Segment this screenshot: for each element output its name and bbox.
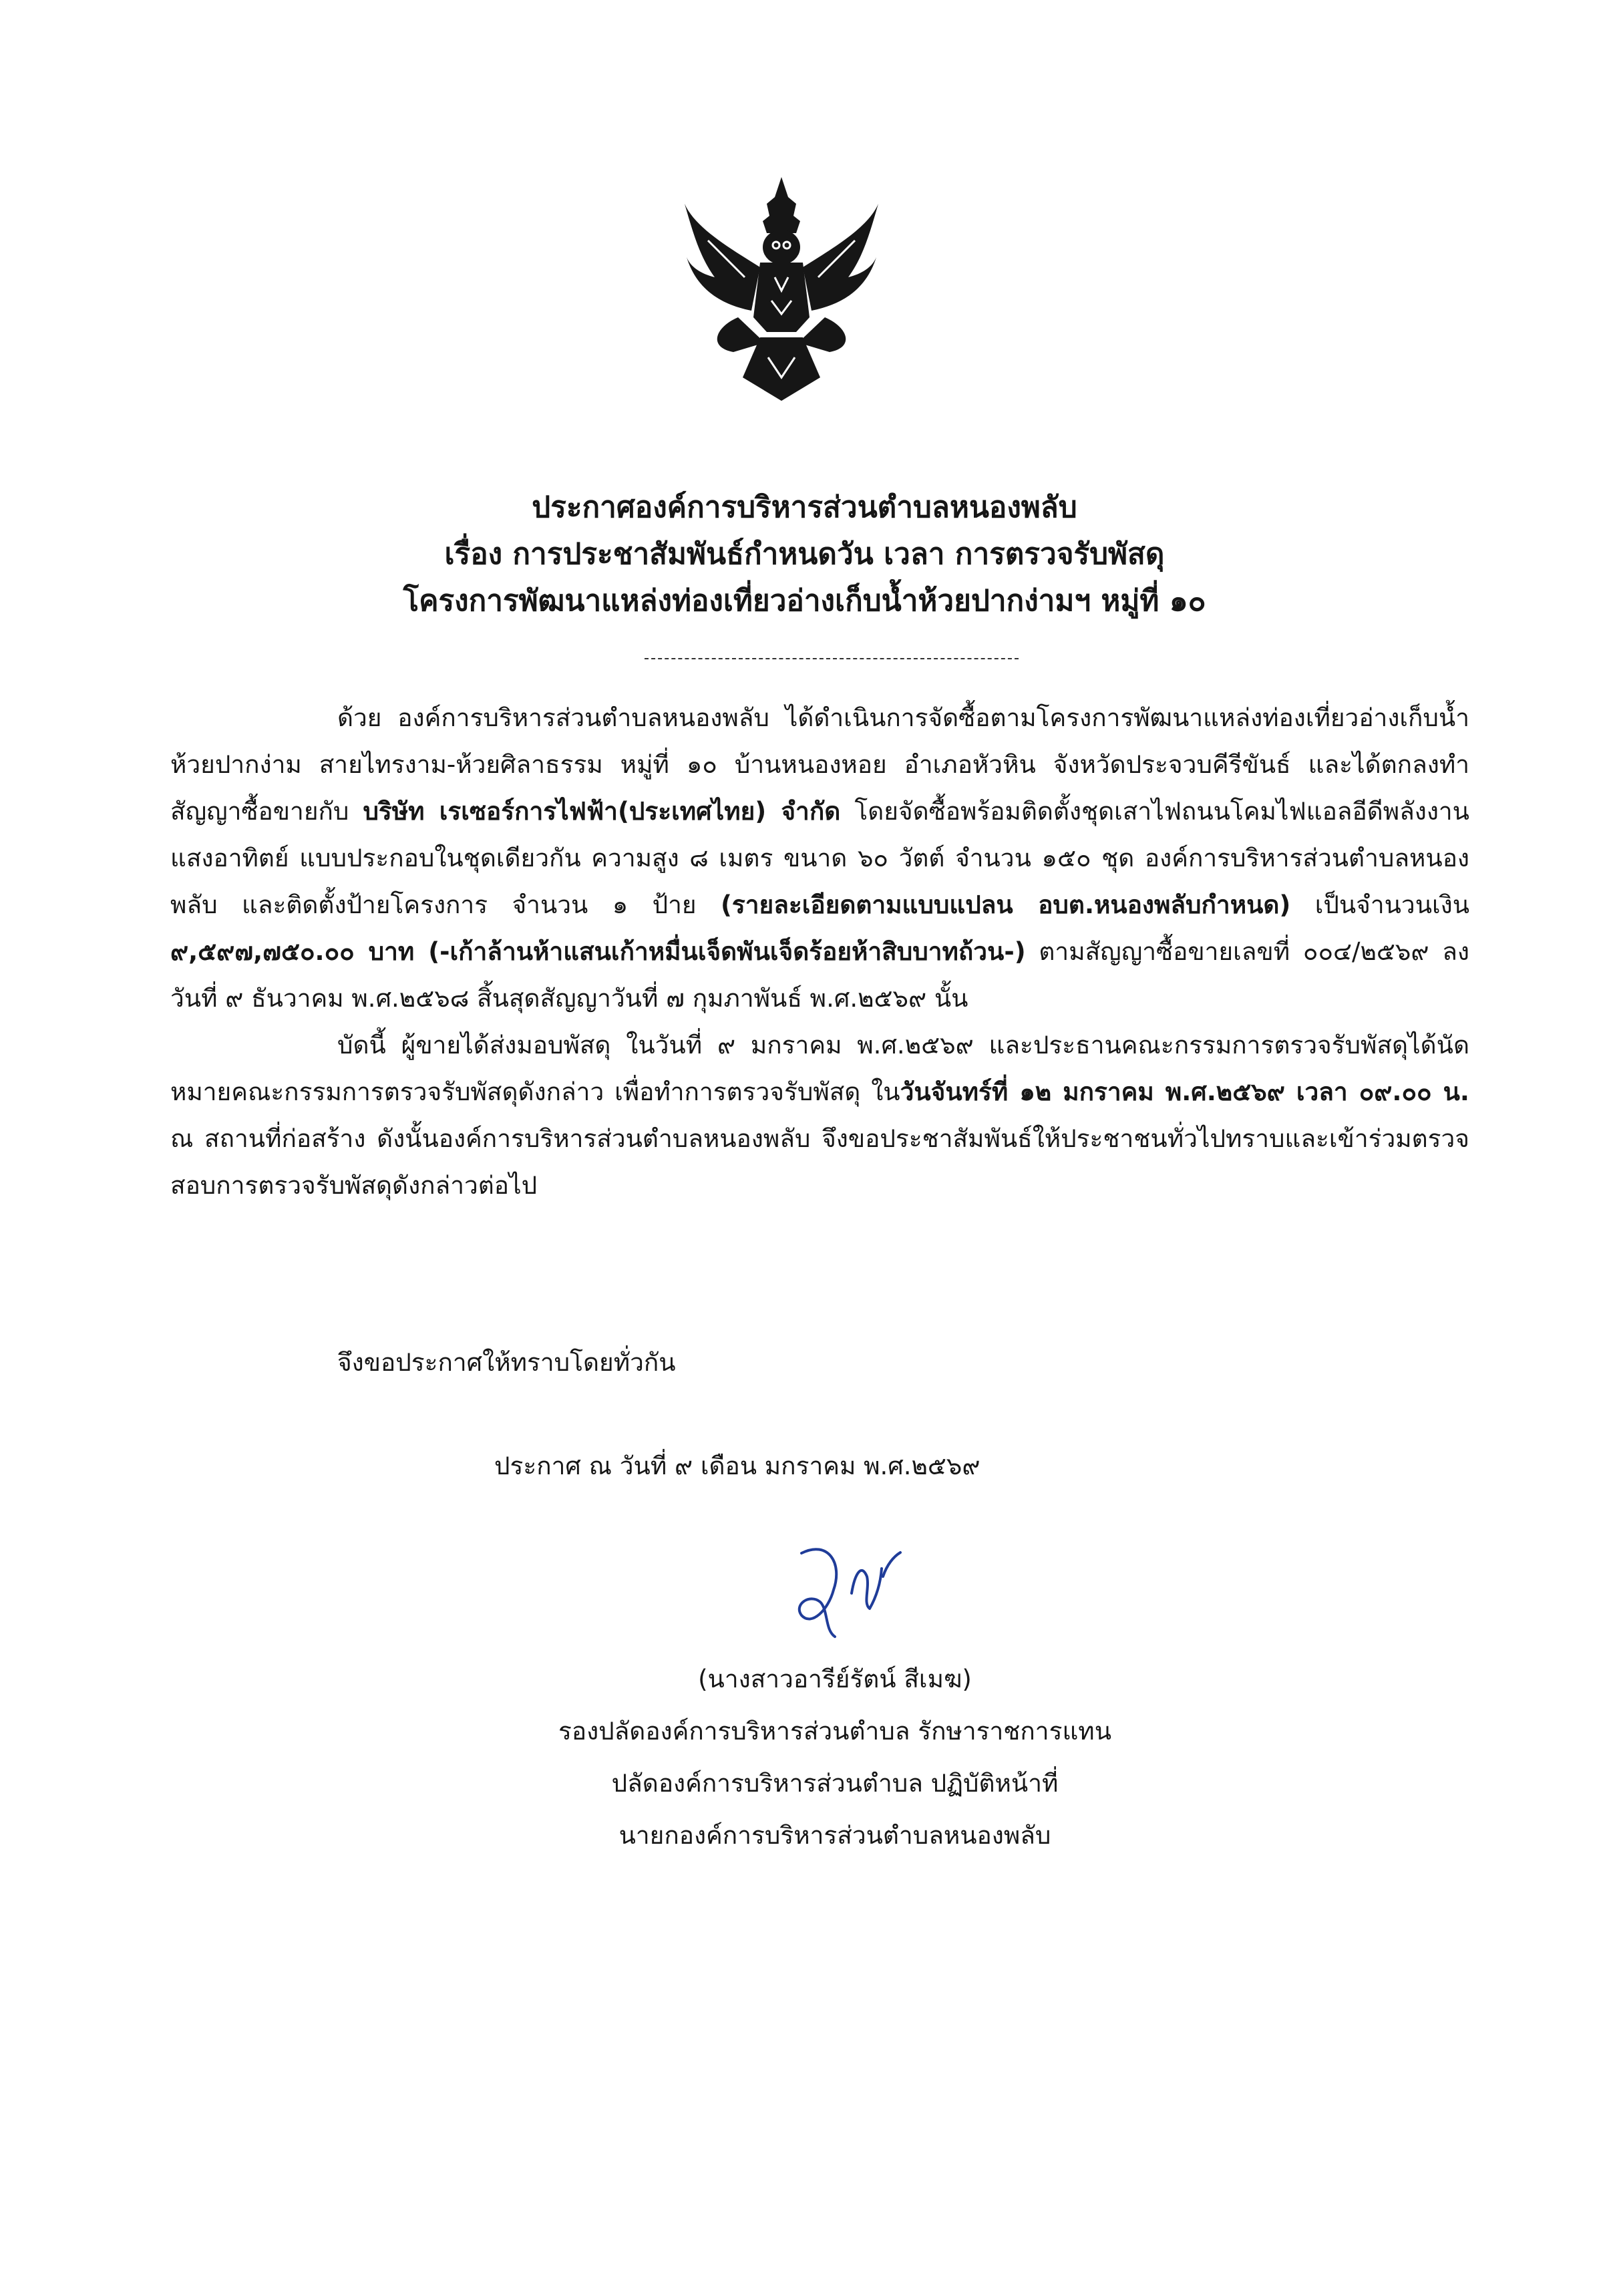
signer-position-1: รองปลัดองค์การบริหารส่วนตำบล รักษาราชการแทน — [558, 1717, 1111, 1746]
paragraph-procurement — [170, 695, 1469, 1022]
announcement-heading — [0, 484, 1609, 625]
paragraph2-text-1: บัดนี้ ผู้ขายได้ส่งมอบพัสดุ ในวันที่ ๙ มกราคม พ.ศ.๒๕๖๙ และประธานคณะกรรมการตรวจรับพัสดุได้นัดหมายคณะกรรมการตรวจรับพัสดุดังกล่าว เพื่อทำการตรวจรับพัสดุ ใน — [170, 1031, 1469, 1106]
paragraph1-text-4: ตามสัญญาซื้อขายเลขที่ ๐๐๔/๒๕๖๙ ลงวันที่ ๙ ธันวาคม พ.ศ.๒๕๖๘ สิ้นสุดสัญญาวันที่ ๗ กุมภาพันธ์ พ.ศ.๒๕๖๙ นั้น — [170, 937, 1469, 1013]
announcement-date: ประกาศ ณ วันที่ ๙ เดือน มกราคม พ.ศ.๒๕๖๙ — [494, 1452, 980, 1480]
paragraph-inspection — [170, 1022, 1469, 1209]
contract-amount: ๙,๕๙๗,๗๕๐.๐๐ บาท (-เก้าล้านห้าแสนเก้าหมื่นเจ็ดพันเจ็ดร้อยห้าสิบบาทถ้วน-) — [170, 937, 1026, 966]
closing-statement: จึงขอประกาศให้ทราบโดยทั่วกัน — [337, 1348, 676, 1377]
signer-position-3: นายกองค์การบริหารส่วนตำบลหนองพลับ — [618, 1821, 1051, 1850]
signer-position-2: ปลัดองค์การบริหารส่วนตำบล ปฏิบัติหน้าที่ — [611, 1769, 1059, 1798]
heading-subject: เรื่อง การประชาสัมพันธ์กำหนดวัน เวลา การตรวจรับพัสดุ — [444, 537, 1165, 571]
heading-issuer: ประกาศองค์การบริหารส่วนตำบลหนองพลับ — [532, 490, 1077, 524]
inspection-date: วันจันทร์ที่ ๑๒ มกราคม พ.ศ.๒๕๖๙ เวลา ๐๙.๐๐ น. — [900, 1078, 1469, 1106]
handwritten-signature-icon — [781, 1536, 928, 1647]
garuda-emblem-icon — [681, 177, 882, 401]
paragraph1-text-2: โดยจัดซื้อพร้อมติดตั้งชุดเสาไฟถนนโคมไฟแอลอีดีพลังงานแสงอาทิตย์ แบบประกอบในชุดเดียวกัน ความสูง ๘ เมตร ขนาด ๖๐ วัตต์ จำนวน ๑๕๐ ชุด องค์การบริหารส่วนตำบลหนองพลับ และติดตั้งป้ายโครงการ จำนวน ๑ ป้าย — [170, 797, 1469, 919]
paragraph1-text-3: เป็นจำนวนเงิน — [1290, 890, 1469, 919]
details-note: (รายละเอียดตามแบบแปลน อบต.หนองพลับกำหนด) — [721, 890, 1291, 919]
signer-name: (นางสาวอารีย์รัตน์ สีเมฆ) — [698, 1665, 972, 1693]
heading-project: โครงการพัฒนาแหล่งท่องเที่ยวอ่างเก็บน้ำห้วยปากง่ามฯ หมู่ที่ ๑๐ — [403, 584, 1206, 618]
paragraph2-text-2: ณ สถานที่ก่อสร้าง ดังนั้นองค์การบริหารส่วนตำบลหนองพลับ จึงขอประชาสัมพันธ์ให้ประชาชนทั่วไปทราบและเข้าร่วมตรวจสอบการตรวจรับพัสดุดังกล่าวต่อไป — [170, 1124, 1469, 1200]
announcement-body — [170, 695, 1469, 1209]
paragraph1-text-1: ด้วย องค์การบริหารส่วนตำบลหนองพลับ ได้ดำเนินการจัดซื้อตามโครงการพัฒนาแหล่งท่องเที่ยวอ่างเก็บน้ำห้วยปากง่าม สายไทรงาม-ห้วยศิลาธรรม หมู่ที่ ๑๐ บ้านหนองหอย อำเภอหัวหิน จังหวัดประจวบคีรีขันธ์ และได้ตกลงทำสัญญาซื้อขายกับ — [170, 703, 1469, 826]
heading-divider — [645, 658, 1019, 659]
signer-block — [0, 1653, 1609, 1862]
contractor-name: บริษัท เรเซอร์การไฟฟ้า(ประเทศไทย) จำกัด — [363, 797, 841, 826]
